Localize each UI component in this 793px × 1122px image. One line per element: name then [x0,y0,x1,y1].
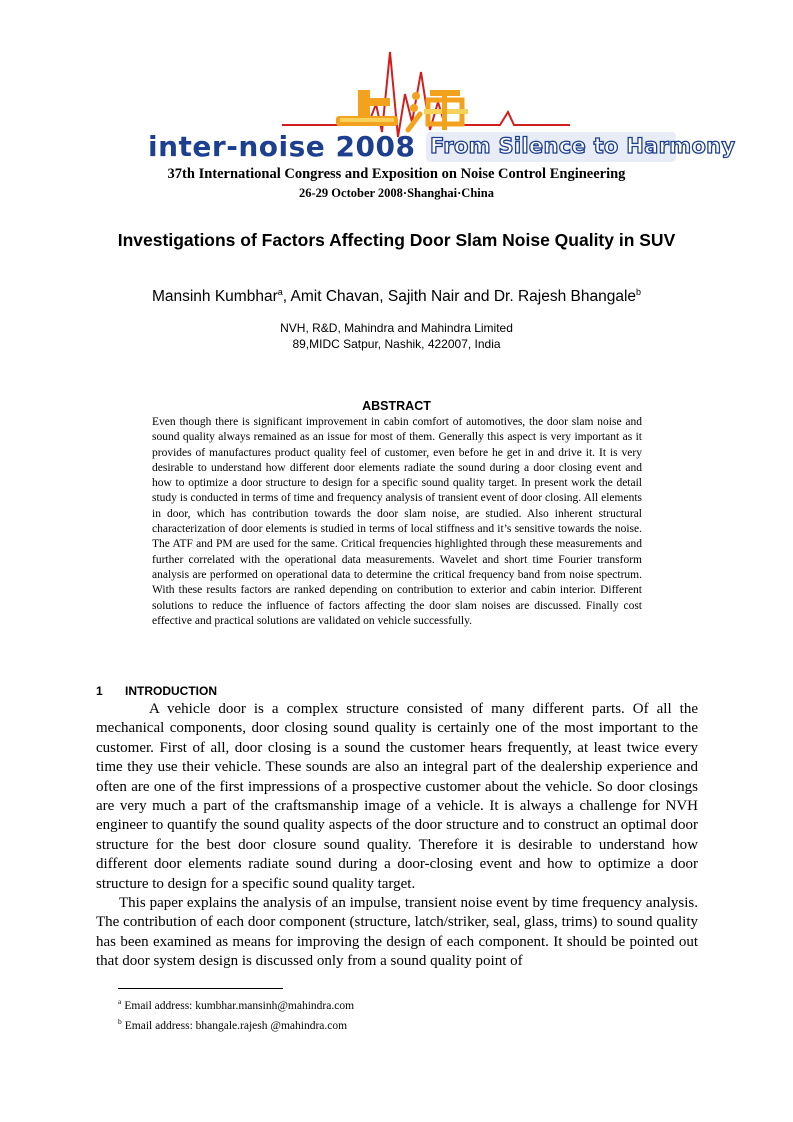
paper-title: Investigations of Factors Affecting Door Slam Noise Quality in SUV [117,230,676,250]
author-footnote-mark-a: a [277,287,283,297]
footnotes [118,994,354,1034]
hai-character-graphic [408,90,468,130]
footnote-text: Email address: bhangale.rajesh @mahindra.com [124,1019,348,1032]
first-author: Mansinh Kumbhar [151,288,278,306]
congress-dates: 26-29 October 2008·Shanghai·China [299,186,494,200]
footnote-mark: a [118,997,122,1006]
footnote-b [118,1014,354,1034]
congress-title: 37th International Congress and Exposition on Noise Control Engineering [167,166,626,182]
body-paragraph-1: A vehicle door is a complex structure consisted of many different parts. Of all the mechanical components, door closing sound quality is certainly one of the most important to the customer. First of all, door closing is a sound the customer hears frequently, at least twice every time they use their vehicle. These sounds are also an integral part of the dealership experience and often are one of the first impressions of a prospective customer about the vehicle. So door closings are very much a part of the craftsmanship image of a vehicle. It is always a challenge for NVH engineer to quantify the sound quality aspects of the door structure and to construct an optimal door structure for the best door closure sound quality. Therefore it is desirable to understand how different door elements radiate sound during a door-closing event and how to optimize a door structure to design for a specific sound quality target. [96,701,698,892]
footnote-divider [118,988,283,989]
other-authors: , Amit Chavan, Sajith Nair and Dr. Rajesh Bhangale [282,288,637,306]
section-number: 1 [96,684,103,698]
section-heading [96,684,217,698]
author-footnote-mark-b: b [636,287,642,297]
author-list [0,287,793,306]
logo-conference-name: inter-noise 2008 [148,130,416,163]
logo-slogan: From Silence to Harmony [430,134,736,158]
abstract-text: Even though there is significant improvement in cabin comfort of automotives, the door slam noise and sound quality always remained as an issue for most of them. Generally this aspect is very important as it provides of manufactures product quality feel of customer, even before he get in and drive it. It is very desirable to understand how different door elements radiate the sound during a door closing event and how to optimize a door structure to design for a specific sound quality target. In present work the detail study is conducted in terms of time and frequency analysis of transient event of door closing. All elements in door, which has contribution towards the door slam noise, are studied. Also inherent structural characterization of door elements is studied in terms of local stiffness and it’s sensitive towards the noise. The ATF and PM are used for the same. Critical frequencies highlighted through these measurements and further correlated with the operational data measurements. Wavelet and short time Fourier transform analysis are performed on operational data to determine the critical frequency band from noise spectrum. With these results factors are ranked depending on contribution to exterior and cabin interior. Different solutions to reduce the influence of factors affecting the door slam noises are discussed. Finally cost effective and practical solutions are validated on vehicle successfully. [152,416,642,627]
body-paragraph-2: This paper explains the analysis of an impulse, transient noise event by time frequency analysis. The contribution of each door component (structure, latch/striker, seal, glass, trims) to sound quality has been examined as means for improving the design of each component. It should be pointed out that door system design is discussed only from a sound quality point of [96,895,698,970]
footnote-a [118,994,354,1014]
shang-character-graphic [336,90,398,126]
affiliation-line-1: NVH, R&D, Mahindra and Mahindra Limited [280,321,513,335]
section-title: INTRODUCTION [125,684,217,698]
affiliation-line-2: 89,MIDC Satpur, Nashik, 422007, India [292,337,501,351]
section-body [96,700,698,972]
footnote-mark: b [118,1016,122,1026]
footnote-text: Email address: kumbhar.mansinh@mahindra.com [124,999,355,1012]
conference-logo [140,42,736,167]
affiliation [0,320,793,352]
abstract-heading: ABSTRACT [362,399,431,413]
